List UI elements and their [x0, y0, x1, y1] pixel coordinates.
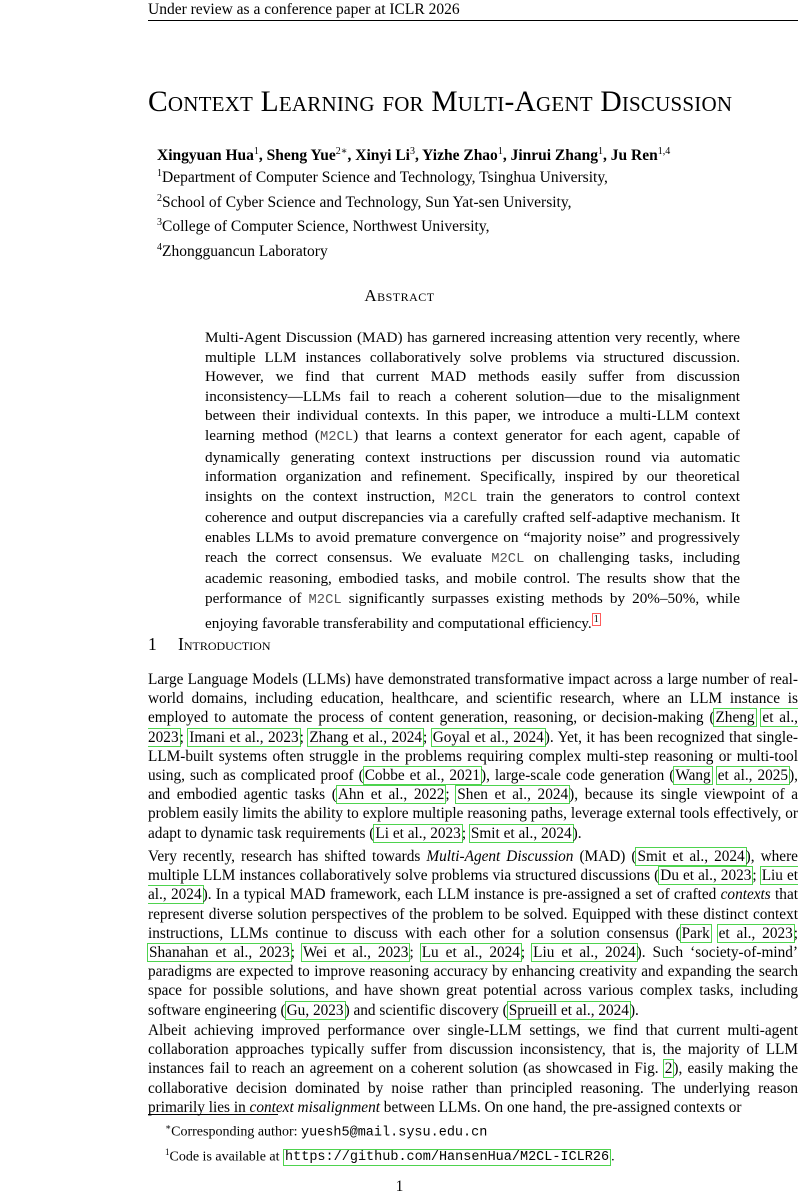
citation-year: 2024: [537, 786, 569, 804]
citation-year: 2024: [714, 848, 745, 865]
abstract-text: [205, 328, 740, 634]
paragraph-segment: ).: [629, 1001, 639, 1019]
author-affil-mark: 1: [253, 146, 259, 157]
author-name: Ju Ren: [610, 147, 658, 165]
method-name: M2CL: [491, 551, 525, 567]
author-name: Jinrui Zhang: [510, 147, 598, 165]
citation-year: 2021: [449, 767, 480, 785]
citation-author: Ahn et al.: [337, 786, 404, 804]
citation-author: Wang: [675, 767, 711, 785]
citation-link[interactable]: Smit et al., 2024: [637, 848, 745, 865]
method-name: M2CL: [308, 592, 342, 608]
citation-year: 2024: [171, 886, 202, 904]
citation-author: Shanahan et al.: [149, 944, 249, 962]
section-title: Introduction: [178, 634, 271, 654]
citation-link[interactable]: Shen et al., 2024: [457, 786, 569, 804]
citation-link[interactable]: [680, 924, 712, 943]
citation-author: Park: [681, 924, 710, 942]
citation-link[interactable]: Shanahan et al., 2023: [149, 944, 290, 962]
footnote-text: .: [611, 1149, 615, 1165]
citation-link[interactable]: Liu et al., 2024: [148, 867, 799, 904]
code-url-link[interactable]: https://github.com/HansenHua/M2CL-ICLR26: [285, 1150, 610, 1166]
citation-link[interactable]: Sprueill et al., 2024: [508, 1001, 629, 1019]
emphasis-term: contexts: [720, 886, 771, 904]
citation-link[interactable]: Li et al., 2023: [375, 824, 461, 842]
affiliation-text: Zhongguancun Laboratory: [162, 243, 328, 261]
author-affil-mark: 3: [409, 146, 415, 157]
citation-year: 2023: [762, 924, 793, 942]
paragraph-segment: ). Yet, it has been recognized that single-LLM-built systems often struggle in the problems requiring complex multi-step reasoning or multi-tool using, such as complicated proof (: [148, 728, 799, 785]
paragraph-segment: ).: [572, 824, 582, 842]
abstract-segment: train the generators to control context coherence and output discrepancies via a carefully crafted self-adaptive mechanism. It enables LLMs to avoid premature convergence on “majority noise” and progressively reach the correct consensus. We evaluate: [205, 487, 741, 566]
citation-link[interactable]: et al., 2023: [148, 709, 798, 746]
citation-year: 2022: [413, 786, 445, 804]
abstract-segment: on challenging tasks, including academic reasoning, embodied tasks, and mobile control. The results show that the performance of: [205, 548, 740, 607]
citation-link[interactable]: Goyal et al., 2024: [432, 728, 544, 746]
citation-author: Cobbe et al.: [364, 767, 441, 785]
abstract-segment: ) that learns a context generator for each agent, capable of dynamically generating context instructions per discussion round via automatic information organization and refinement. Specifically, inspired by our theoretical insights on the context instruction,: [205, 426, 740, 505]
footnotes: [165, 1118, 615, 1167]
footnote-link[interactable]: 1: [593, 614, 599, 626]
abstract-heading: Abstract: [364, 286, 435, 305]
citation-author: Shen et al.: [457, 786, 528, 804]
affiliation: [157, 238, 608, 263]
paragraph-segment: ) and scientific discovery (: [344, 1001, 508, 1019]
citation-year: 2024: [541, 824, 572, 842]
citation-link[interactable]: Zhang et al., 2024: [309, 728, 423, 746]
intro-paragraph-2: Very recently, research has shifted towards Multi-Agent Discussion (MAD) (Smit et al., 2024), where multiple LLM instances collaboratively solve problems via structured discussions (Du et al., 2023; Liu et al., 2024). In a typical MAD framework, each LLM instance is pre-assigned a set of crafted contexts that represent diverse solution perspectives of the problem to be solved. Equipped with these distinct context instructions, LLMs continue to discuss with each other for a solution consensus (Park et al., 2023; Shanahan et al., 2023; Wei et al., 2023; Lu et al., 2024; Liu et al., 2024). Such ‘society-of-mind’ paradigms are expected to improve reasoning accuracy by enhancing creativity and expanding the search space for possible solutions, and have shown great potential across various complex tasks, including software engineering (Gu, 2023) and scientific discovery (Sprueill et al., 2024).: [148, 848, 799, 1019]
citation-year: 2024: [513, 728, 544, 746]
footnote-mark: ∗: [165, 1122, 172, 1132]
citation-author: et al.: [718, 924, 752, 942]
footnote-text: Code is available at: [169, 1149, 284, 1165]
paragraph-segment: ), where multiple LLM instances collaboratively solve problems via structured discussions (: [148, 848, 798, 885]
citation-author: Du et al.: [660, 867, 713, 885]
citation-link[interactable]: Lu et al., 2024: [421, 944, 520, 962]
citation-author: et al.: [717, 767, 749, 785]
footnote-rule: [148, 1114, 278, 1115]
paragraph-segment: that represent diverse solution perspectives of the problem to be solved. Equipped with these distinct context instructions, LLMs continue to discuss with each other for a solution consensus (: [148, 886, 798, 942]
footnote-corresponding: [165, 1118, 615, 1143]
section-number: 1: [148, 634, 157, 654]
paragraph-segment: ), easily making the collaborative decision dominated by noise rather than principled reasoning. The underlying reason primarily lies in: [148, 1060, 798, 1116]
citation-author: Sprueill et al.: [508, 1001, 591, 1019]
abstract-segment: Multi-Agent Discussion (MAD) has garnered increasing attention very recently, where multiple LLM instances collaboratively solve problems via structured discussion. However, we find that current MAD methods easily suffer from discussion inconsistency—LLMs fail to reach a coherent solution—due to the misalignment between their individual contexts. In this paper, we introduce a multi-LLM context learning method (: [205, 329, 740, 444]
paper-title: Context Learning for Multi-Agent Discussion: [148, 86, 733, 118]
citation-author: Smit et al.: [470, 824, 534, 842]
citation-year: 2024: [605, 944, 636, 962]
citation-author: Zheng: [715, 709, 755, 727]
affiliation-mark: 3: [157, 217, 162, 229]
affiliation: [157, 189, 608, 214]
citation-author: Gu: [286, 1001, 306, 1019]
citation-link[interactable]: et al., 2025: [717, 767, 789, 785]
citation-link[interactable]: Cobbe et al., 2021: [364, 767, 480, 785]
author-affil-mark: 2∗: [335, 146, 348, 157]
affiliation-mark: 4: [157, 241, 162, 253]
affiliation-text: School of Cyber Science and Technology, Sun Yat-sen University,: [162, 193, 572, 211]
citation-author: Li et al.: [375, 824, 423, 842]
citation-author: Liu et al.: [148, 867, 799, 904]
citation-link[interactable]: Liu et al., 2024: [533, 944, 636, 962]
author-name: Sheng Yue: [266, 147, 336, 165]
citation-year: 2023: [720, 867, 752, 885]
email-address: yuesh5@mail.sysu.edu.cn: [301, 1125, 488, 1141]
affiliation-text: Department of Computer Science and Technology, Tsinghua University,: [162, 169, 608, 187]
citation-year: 2023: [148, 728, 179, 746]
citation-author: Lu et al.: [421, 944, 479, 962]
paragraph-segment: Albeit achieving improved performance over single-LLM settings, we find that current multi-agent collaboration approaches typically suffer from discussion inconsistency, that is, the majority of LLM instances fail to reach an agreement on a coherent solution (as showcased in Fig.: [148, 1022, 798, 1078]
paragraph-segment: ). In a typical MAD framework, each LLM instance is pre-assigned a set of crafted: [202, 886, 721, 904]
emphasis-term: Multi-Agent Discussion: [426, 848, 574, 865]
author-affil-mark: 1: [497, 146, 503, 157]
intro-paragraph-1: Large Language Models (LLMs) have demonstrated transformative impact across a large number of real-world domains, including education, healthcare, and scientific research, where an LLM instance is employed to automate the process of content generation, reasoning, or decision-making (Zheng et al., 2023; Imani et al., 2023; Zhang et al., 2024; Goyal et al., 2024). Yet, it has been recognized that single-LLM-built systems often struggle in the problems requiring complex multi-step reasoning or multi-tool using, such as complicated proof (Cobbe et al., 2021), large-scale code generation (Wang et al., 2025), and embodied agentic tasks (Ahn et al., 2022; Shen et al., 2024), because its single viewpoint of a problem easily limits the ability to explore multiple reasoning paths, leverage external tools effectively, or adapt to dynamic task requirements (Li et al., 2023; Smit et al., 2024).: [148, 671, 799, 842]
author-affil-mark: 1,4: [657, 146, 671, 157]
emphasis-term: context misalignment: [249, 1098, 380, 1116]
citation-link[interactable]: Gu, 2023: [286, 1001, 344, 1019]
citation-author: et al.: [762, 709, 795, 727]
citation-author: Liu et al.: [533, 944, 595, 962]
citation-year: 2023: [430, 824, 461, 842]
author-name: Xingyuan Hua: [157, 147, 254, 165]
citation-link[interactable]: Wei et al., 2023: [302, 944, 409, 962]
citation-link[interactable]: Ahn et al., 2022: [337, 786, 445, 804]
page-number: 1: [395, 1178, 404, 1195]
citation-link[interactable]: [673, 766, 712, 785]
citation-year: 2023: [259, 944, 290, 962]
citation-link[interactable]: [713, 708, 756, 727]
citation-year: 2023: [268, 728, 299, 746]
method-name: M2CL: [319, 429, 354, 445]
paragraph-segment: ), large-scale code generation (: [481, 767, 675, 785]
paragraph-segment: between LLMs. On one hand, the pre-assigned contexts or: [379, 1098, 742, 1116]
affiliation-list: [157, 164, 608, 263]
header-rule: [148, 20, 798, 21]
paragraph-segment: Large Language Models (LLMs) have demonstrated transformative impact across a large number of real-world domains, including education, healthcare, and scientific research, where an LLM instance is employed to automate the process of content generation, reasoning, or decision-making (: [148, 671, 798, 727]
citation-author: Wei et al.: [302, 944, 368, 962]
author-name: Xinyi Li: [355, 147, 410, 165]
affiliation-mark: 2: [157, 192, 162, 204]
author-list: Xingyuan Hua$^1$, Sheng Yue$^{2∗}$, Xinyi Li$^3$, Yizhe Zhao$^1$, Jinrui Zhang$^1$, Ju Ren$^{1,4}$: [157, 146, 671, 165]
affiliation-text: College of Computer Science, Northwest University,: [162, 218, 490, 236]
footnote-code: [165, 1143, 615, 1168]
citation-year: 2024: [598, 1001, 629, 1019]
running-header: Under review as a conference paper at ICLR 2026: [148, 1, 460, 18]
footnote-mark: 1: [165, 1146, 170, 1157]
abstract-segment: significantly surpasses existing methods by 20%–50%, while enjoying favorable transferability and computational efficiency.: [205, 589, 740, 633]
citation-author: Goyal et al.: [432, 728, 505, 746]
affiliation: [157, 213, 608, 238]
method-name: M2CL: [444, 490, 478, 506]
paragraph-segment: Very recently, research has shifted towards: [148, 848, 427, 865]
citation-year: 2023: [377, 944, 409, 962]
citation-author: Zhang et al.: [309, 728, 384, 746]
author-affil-mark: 1: [598, 146, 603, 157]
citation-year: 2025: [757, 767, 789, 785]
paragraph-segment: ), and embodied agentic tasks (: [148, 767, 798, 804]
citation-author: Imani et al.: [189, 728, 260, 746]
section-heading: [148, 634, 271, 655]
paragraph-segment: (MAD) (: [573, 848, 637, 865]
intro-paragraph-3: [148, 1021, 798, 1117]
citation-link[interactable]: Smit et al., 2024: [470, 824, 572, 842]
paragraph-segment: ). Such ‘society-of-mind’ paradigms are expected to improve reasoning accuracy by enhancing creativity and expanding the search space for possible solutions, and have shown great potential across various complex tasks, including software engineering (: [148, 944, 798, 1019]
affiliation: [157, 164, 608, 189]
citation-link[interactable]: et al., 2023: [718, 924, 793, 942]
citation-link[interactable]: Du et al., 2023: [660, 867, 752, 885]
figure-link[interactable]: 2: [664, 1060, 673, 1078]
author-name: Yizhe Zhao: [422, 147, 498, 165]
citation-year: 2024: [391, 728, 423, 746]
citation-year: 2024: [489, 944, 520, 962]
citation-year: 2023: [312, 1001, 344, 1019]
paragraph-segment: ), because its single viewpoint of a problem easily limits the ability to explore multiple reasoning paths, leverage external tools effectively, or adapt to dynamic task requirements (: [148, 786, 798, 842]
citation-author: Smit et al.: [637, 848, 705, 865]
footnote-text: Corresponding author:: [171, 1124, 301, 1140]
citation-link[interactable]: Imani et al., 2023: [189, 728, 299, 746]
affiliation-mark: 1: [157, 168, 162, 179]
